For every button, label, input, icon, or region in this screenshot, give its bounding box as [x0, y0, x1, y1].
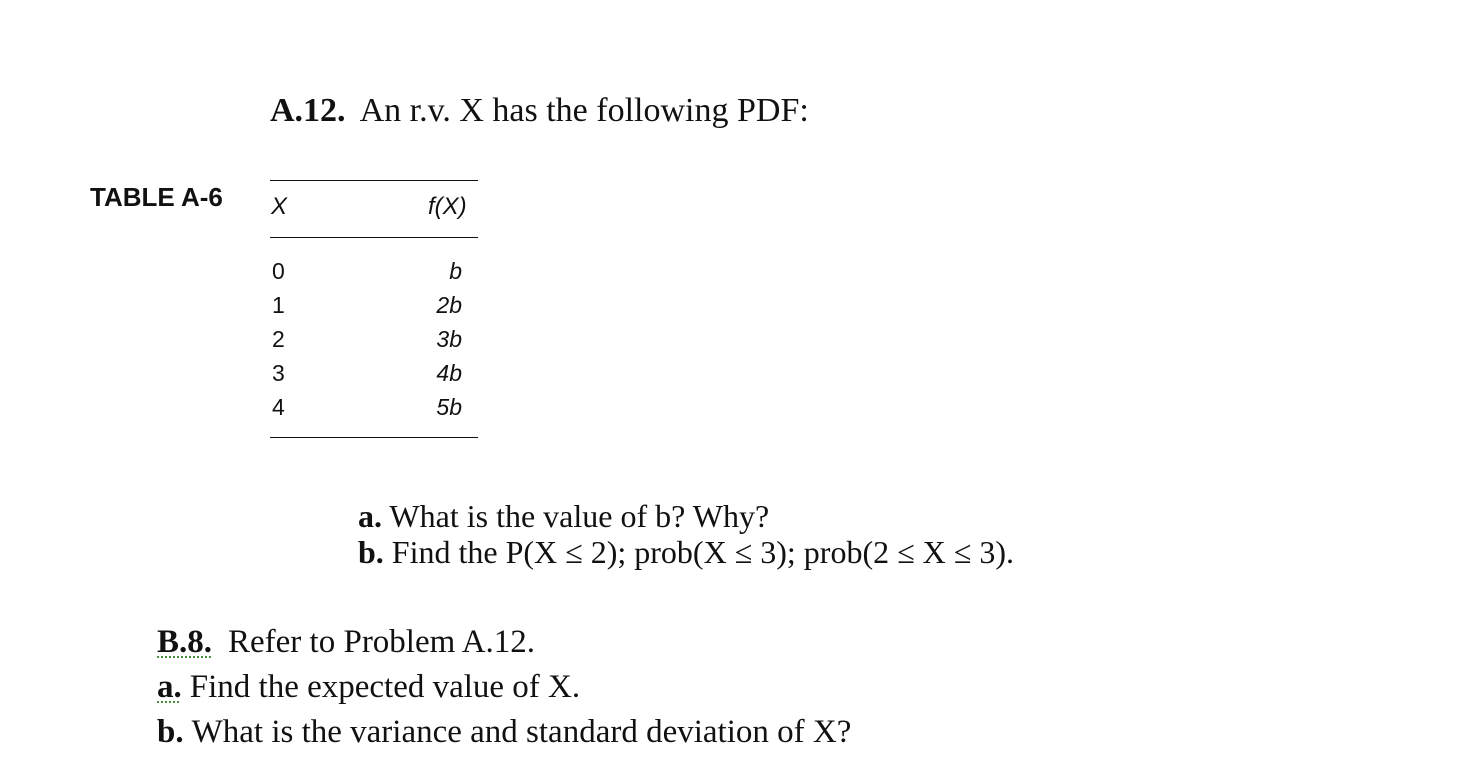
table-cell-fx: 5b — [436, 394, 462, 420]
table-bottom-rule — [270, 437, 478, 438]
table-header-rule — [270, 237, 478, 238]
table-cell-fx: 4b — [436, 360, 462, 386]
b8-question-a — [157, 665, 851, 710]
a12-questions — [358, 498, 1014, 570]
table-header-x: X — [271, 193, 288, 220]
a12-question-b-label: b. — [358, 534, 384, 570]
b8-question-a-label: a. — [157, 669, 182, 705]
problem-b8-number: B.8. — [157, 624, 213, 660]
table-cell-fx: b — [449, 258, 462, 284]
problem-a12-prompt: An r.v. X has the following PDF: — [359, 92, 809, 129]
table-cell-x: 1 — [272, 292, 285, 318]
a12-question-a — [358, 498, 1014, 534]
table-cell-x: 2 — [272, 326, 285, 352]
problem-b8-heading — [157, 620, 851, 665]
table-header-fx: f(X) — [428, 193, 467, 220]
a12-question-a-label: a. — [358, 498, 382, 534]
problem-a12-heading — [270, 92, 809, 130]
table-top-rule — [270, 180, 478, 181]
table-row — [270, 292, 478, 326]
a12-question-a-text: What is the value of b? Why? — [389, 498, 770, 534]
table-row — [270, 258, 478, 292]
problem-b8-prompt: Refer to Problem A.12. — [228, 624, 536, 660]
problem-a12-number: A.12. — [270, 92, 346, 129]
problem-b8 — [157, 620, 851, 755]
table-cell-x: 0 — [272, 258, 285, 284]
b8-question-b-text: What is the variance and standard deviation of X? — [191, 714, 852, 750]
table-cell-fx: 3b — [436, 326, 462, 352]
table-row — [270, 326, 478, 360]
a12-question-b-text: Find the P(X ≤ 2); prob(X ≤ 3); prob(2 ≤ X ≤ 3). — [391, 534, 1014, 570]
a12-question-b — [358, 534, 1014, 570]
b8-question-a-text: Find the expected value of X. — [189, 669, 581, 705]
table-cell-x: 4 — [272, 394, 285, 420]
table-row — [270, 360, 478, 394]
b8-question-b — [157, 710, 851, 755]
table-caption: TABLE A-6 — [90, 182, 223, 212]
table-cell-x: 3 — [272, 360, 285, 386]
table-cell-fx: 2b — [436, 292, 462, 318]
table-row — [270, 394, 478, 428]
b8-question-b-label: b. — [157, 714, 184, 750]
